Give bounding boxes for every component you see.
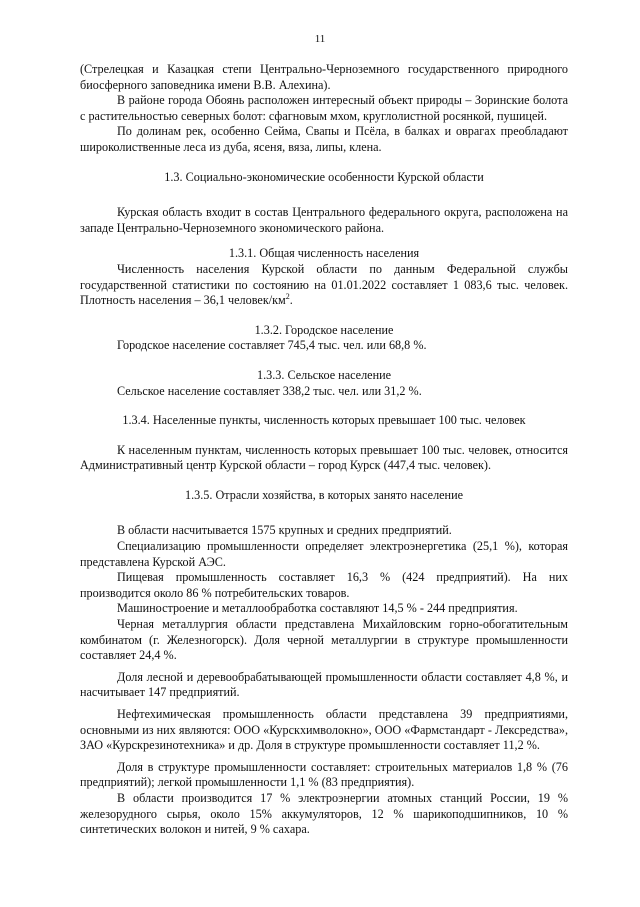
paragraph: В области производится 17 % электроэнергии атомных станций России, 19 % железорудного сырья, около 15% аккумуляторов, 12 % шарикоподшипников, 10 % синтетических волокон и нитей, 9 % сахара. [80, 790, 568, 837]
paragraph-end: . [289, 293, 293, 308]
subsection-heading: 1.3.3. Сельское население [256, 367, 392, 382]
paragraph: В районе города Обоянь расположен интересный объект природы – Зоринские болота с растительностью северных болот: сфагновым мхом, круглолистной росянкой, пушицей. [80, 93, 568, 123]
subsection-heading: 1.3.1. Общая численность населения [228, 246, 420, 261]
paragraph: Городское население составляет 745,4 тыс. чел. или 68,8 %. [117, 338, 427, 353]
section-heading: 1.3. Социально-экономические особенности Курской области [164, 169, 484, 184]
paragraph: Доля лесной и деревообрабатывающей промышленности области составляет 4,8 %, и насчитывает 147 предприятий. [80, 669, 568, 700]
paragraph: Пищевая промышленность составляет 16,3 % (424 предприятий). На них производится около 86 % потребительских товаров. [80, 570, 568, 600]
subsection-heading: 1.3.2. Городское население [254, 322, 394, 337]
paragraph: Доля в структуре промышленности составляет: строительных материалов 1,8 % (76 предприятий); легкой промышленности 1,1 % (83 предприятия). [80, 759, 568, 790]
paragraph: Курская область входит в состав Центрального федерального округа, расположена на западе Центрально-Черноземного экономического района. [80, 205, 568, 235]
paragraph: В области насчитывается 1575 крупных и средних предприятий. [117, 523, 452, 538]
paragraph: Черная металлургия области представлена Михайловским горно-обогатительным комбинатом (г. Железногорск). Доля черной металлургии в структуре промышленности составляет 24,4 %. [80, 617, 568, 663]
superscript: 2 [285, 292, 290, 302]
subsection-heading: 1.3.4. Населенные пункты, численность которых превышает 100 тыс. человек [122, 413, 526, 428]
paragraph: По долинам рек, особенно Сейма, Свапы и Псёла, в балках и оврагах преобладают широколиственные леса из дуба, ясеня, вяза, липы, клена. [80, 124, 568, 154]
paragraph: Машиностроение и металлообработка составляют 14,5 % - 244 предприятия. [117, 601, 518, 616]
page-body [80, 62, 568, 838]
paragraph-text: Численность населения Курской области по данным Федеральной службы государственной статистики по состоянию на 01.01.2022 составляет 1 083,6 тыс. человек. Плотность населения – 36,1 человек/км [80, 261, 568, 308]
paragraph: Специализацию промышленности определяет электроэнергетика (25,1 %), которая представлена Курской АЭС. [80, 539, 568, 569]
page-number: 11 [314, 33, 326, 45]
paragraph: К населенным пунктам, численность которых превышает 100 тыс. человек, относится Административный центр Курской области – город Курск (447,4 тыс. человек). [80, 442, 568, 473]
paragraph: Сельское население составляет 338,2 тыс. чел. или 31,2 %. [117, 383, 422, 398]
paragraph: (Стрелецкая и Казацкая степи Центрально-Черноземного государственного природного биосферного заповедника имени В.В. Алехина). [80, 62, 568, 92]
paragraph: Нефтехимическая промышленность области представлена 39 предприятиями, основными из них являются: ООО «Курскхимволокно», ООО «Фармстандарт - Лексредства», ЗАО «Курскрезинотехника» и др. Доля в структуре промышленности составляет 11,2 %. [80, 707, 568, 753]
paragraph [80, 262, 568, 309]
subsection-heading: 1.3.5. Отрасли хозяйства, в которых занято население [184, 487, 464, 502]
